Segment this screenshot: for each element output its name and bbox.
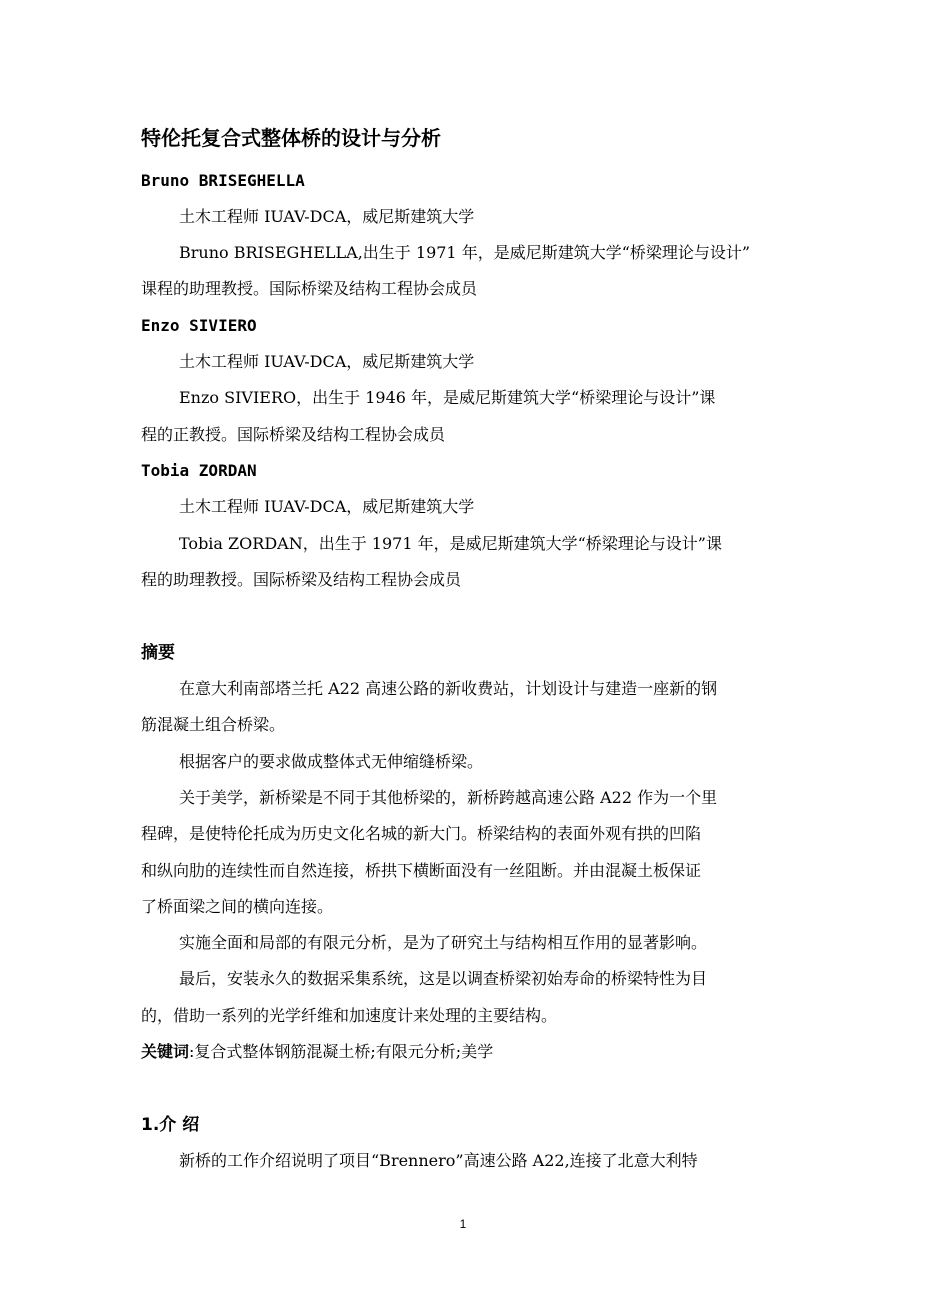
keywords-label: 关键词 (141, 1042, 190, 1061)
keywords-line (141, 1041, 493, 1063)
author-bio-line: Tobia ZORDAN，出生于 1971 年，是威尼斯建筑大学“桥梁理论与设计”课 (179, 534, 722, 553)
author-name: Enzo SIVIERO (141, 316, 257, 335)
abstract-line: 关于美学，新桥梁是不同于其他桥梁的，新桥跨越高速公路 A22 作为一个里 (179, 788, 718, 807)
body-line: 新桥的工作介绍说明了项目“Brennero”高速公路 A22,连接了北意大利特 (179, 1151, 698, 1170)
author-bio-line: Bruno BRISEGHELLA,出生于 1971 年，是威尼斯建筑大学“桥梁理论与设计” (179, 243, 751, 262)
author-bio-line: 程的助理教授。国际桥梁及结构工程协会成员 (141, 570, 462, 589)
abstract-line: 和纵向肋的连续性而自然连接，桥拱下横断面没有一丝阻断。并由混凝土板保证 (141, 861, 702, 880)
abstract-line: 最后，安装永久的数据采集系统，这是以调查桥梁初始寿命的桥梁特性为目 (179, 969, 708, 988)
author-bio-line: 课程的助理教授。国际桥梁及结构工程协会成员 (141, 279, 478, 298)
section-heading: 1.介 绍 (141, 1115, 200, 1135)
abstract-line: 筋混凝土组合桥梁。 (141, 715, 286, 734)
abstract-line: 了桥面梁之间的横向连接。 (141, 897, 334, 916)
author-bio-line: Enzo SIVIERO，出生于 1946 年，是威尼斯建筑大学“桥梁理论与设计”课 (179, 388, 716, 407)
abstract-line: 程碑，是使特伦托成为历史文化名城的新大门。桥梁结构的表面外观有拱的凹陷 (141, 824, 702, 843)
author-affiliation: 土木工程师 IUAV-DCA，威尼斯建筑大学 (179, 207, 475, 226)
author-bio-line: 程的正教授。国际桥梁及结构工程协会成员 (141, 425, 446, 444)
abstract-heading: 摘要 (141, 643, 175, 663)
abstract-line: 实施全面和局部的有限元分析，是为了研究土与结构相互作用的显著影响。 (179, 933, 708, 952)
keywords-text: :复合式整体钢筋混凝土桥;有限元分析;美学 (189, 1042, 494, 1061)
author-affiliation: 土木工程师 IUAV-DCA，威尼斯建筑大学 (179, 497, 475, 516)
page-number: 1 (459, 1217, 467, 1231)
abstract-line: 在意大利南部塔兰托 A22 高速公路的新收费站，计划设计与建造一座新的钢 (179, 679, 718, 698)
author-affiliation: 土木工程师 IUAV-DCA，威尼斯建筑大学 (179, 352, 475, 371)
author-name: Tobia ZORDAN (141, 461, 257, 480)
document-title: 特伦托复合式整体桥的设计与分析 (141, 126, 441, 150)
author-name: Bruno BRISEGHELLA (141, 171, 305, 190)
abstract-line: 的，借助一系列的光学纤维和加速度计来处理的主要结构。 (141, 1006, 558, 1025)
abstract-line: 根据客户的要求做成整体式无伸缩缝桥梁。 (179, 752, 484, 771)
